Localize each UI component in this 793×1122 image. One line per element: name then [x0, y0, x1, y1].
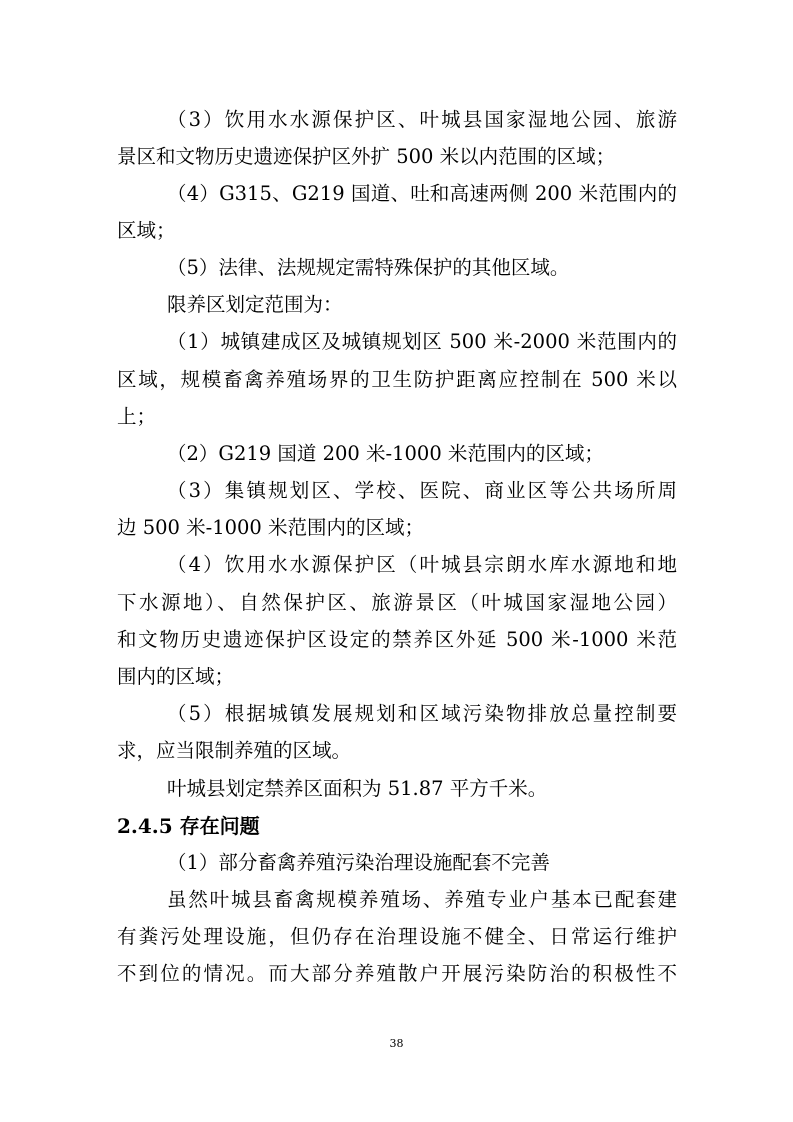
- text-line: 区域；: [117, 219, 176, 242]
- text-line: （5）法律、法规规定需特殊保护的其他区域。: [167, 256, 570, 279]
- section-heading: 2.4.5 存在问题: [117, 814, 260, 838]
- text-line: 叶城县划定禁养区面积为 51.87 平方千米。: [167, 777, 548, 800]
- text-line: 上；: [117, 405, 157, 428]
- text-line: （2）G219 国道 200 米-1000 米范围内的区域；: [167, 442, 604, 465]
- text-line: 下水源地）、自然保护区、旅游景区（叶城国家湿地公园）: [117, 591, 677, 614]
- text-line: （1）城镇建成区及城镇规划区 500 米-2000 米范围内的: [167, 330, 677, 353]
- text-line: 围内的区域；: [117, 665, 235, 688]
- text-line: 虽然叶城县畜禽规模养殖场、养殖专业户基本已配套建: [167, 888, 677, 911]
- text-line: （3）饮用水水源保护区、叶城县国家湿地公园、旅游: [167, 108, 677, 131]
- text-line: 区域，规模畜禽养殖场界的卫生防护距离应控制在 500 米以: [117, 368, 677, 391]
- text-line: 限养区划定范围为：: [167, 293, 343, 316]
- text-line: （4）G315、G219 国道、吐和高速两侧 200 米范围内的: [167, 182, 677, 205]
- text-line: 景区和文物历史遗迹保护区外扩 500 米以内范围的区域；: [117, 145, 616, 168]
- text-line: （3）集镇规划区、学校、医院、商业区等公共场所周: [167, 479, 677, 502]
- text-line: 不到位的情况。而大部分养殖散户开展污染防治的积极性不: [117, 962, 677, 985]
- text-line: 有粪污处理设施，但仍存在治理设施不健全、日常运行维护: [117, 925, 677, 948]
- page-number: 38: [389, 1037, 404, 1050]
- text-line: （4）饮用水水源保护区（叶城县宗朗水库水源地和地: [167, 553, 677, 576]
- text-line: （1）部分畜禽养殖污染治理设施配套不完善: [167, 851, 550, 874]
- text-line: （5）根据城镇发展规划和区域污染物排放总量控制要: [167, 702, 677, 725]
- text-line: 和文物历史遗迹保护区设定的禁养区外延 500 米-1000 米范: [117, 628, 677, 651]
- text-line: 求，应当限制养殖的区域。: [117, 739, 352, 762]
- text-line: 边 500 米-1000 米范围内的区域；: [117, 516, 425, 539]
